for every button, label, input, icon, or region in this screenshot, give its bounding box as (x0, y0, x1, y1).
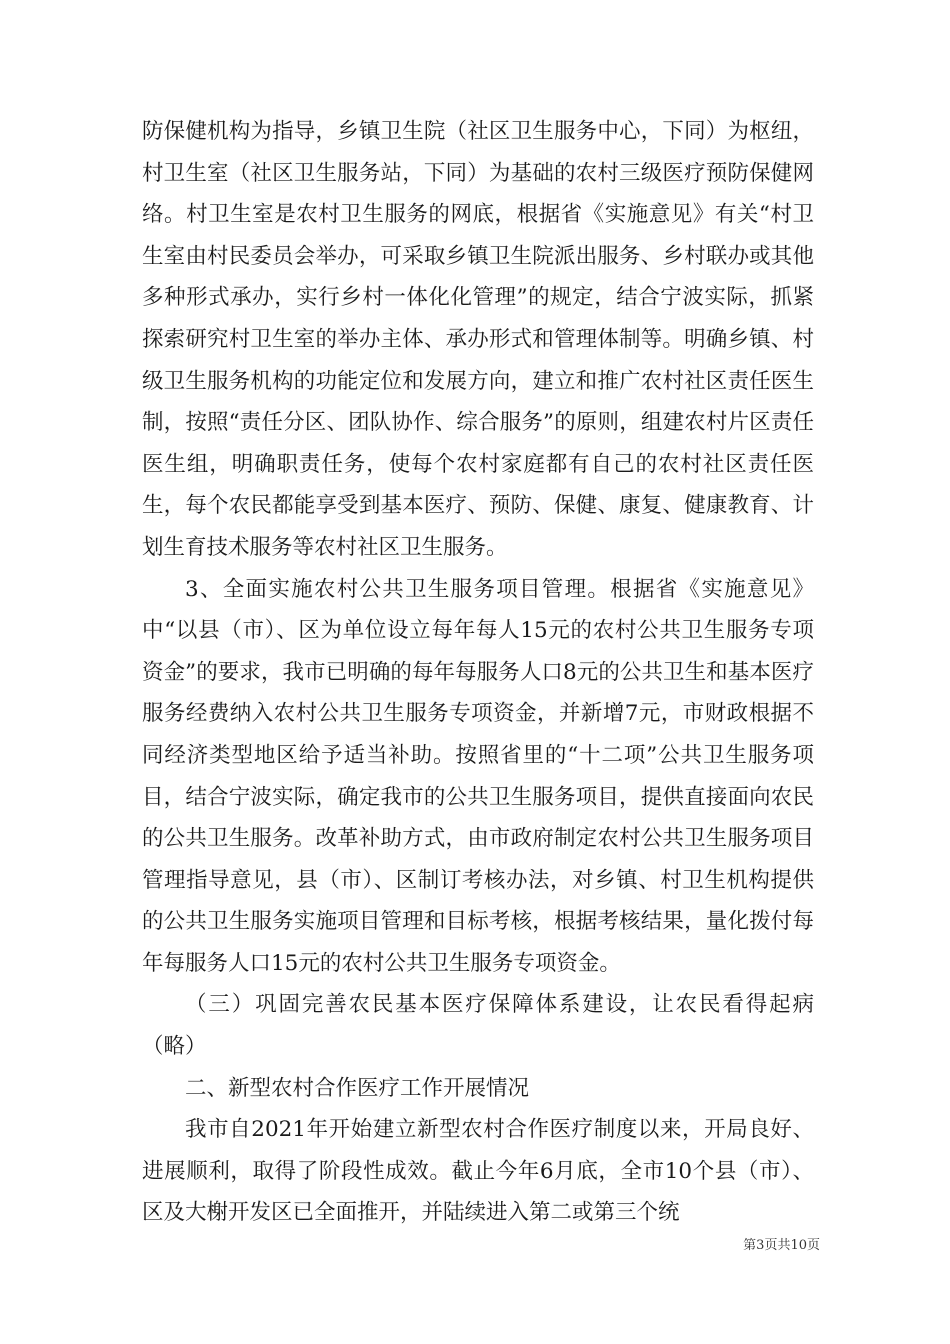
page-number-footer: 第3页共10页 (743, 1238, 820, 1253)
paragraph-continuation: 防保健机构为指导，乡镇卫生院（社区卫生服务中心，下同）为枢纽，村卫生室（社区卫生服务站，下同）为基础的农村三级医疗预防保健网络。村卫生室是农村卫生服务的网底，根据省《实施意见》有关“村卫生室由村民委员会举办，可采取乡镇卫生院派出服务、乡村联办或其他多种形式承办，实行乡村一体化化管理”的规定，结合宁波实际，抓紧探索研究村卫生室的举办主体、承办形式和管理体制等。明确乡镇、村级卫生服务机构的功能定位和发展方向，建立和推广农村社区责任医生制，按照“责任分区、团队协作、综合服务”的原则，组建农村片区责任医生组，明确职责任务，使每个农村家庭都有自己的农村社区责任医生，每个农民都能享受到基本医疗、预防、保健、康复、健康教育、计划生育技术服务等农村社区卫生服务。 (142, 119, 814, 560)
section-heading-two: 二、新型农村合作医疗工作开展情况 (185, 1075, 530, 1101)
paragraph-public-health-items: 3、全面实施农村公共卫生服务项目管理。根据省《实施意见》中“以县（市）、区为单位设立每年每人15元的农村公共卫生服务专项资金”的要求，我市已明确的每年每服务人口8元的公共卫生和基本医疗服务经费纳入农村公共卫生服务专项资金，并新增7元，市财政根据不同经济类型地区给予适当补助。按照省里的“十二项”公共卫生服务项目，结合宁波实际，确定我市的公共卫生服务项目，提供直接面向农民的公共卫生服务。改革补助方式，由市政府制定农村公共卫生服务项目管理指导意见，县（市）、区制订考核办法，对乡镇、村卫生机构提供的公共卫生服务实施项目管理和目标考核，根据考核结果，量化拨付每年每服务人口15元的农村公共卫生服务专项资金。 (142, 576, 814, 976)
paragraph-cooperative-medical: 我市自2021年开始建立新型农村合作医疗制度以来，开局良好、进展顺利，取得了阶段性成效。截止今年6月底，全市10个县（市）、区及大榭开发区已全面推开，并陆续进入第二或第三个统 (142, 1117, 814, 1226)
document-body (142, 111, 814, 1234)
section-heading-three: （三）巩固完善农民基本医疗保障体系建设，让农民看得起病（略） (142, 992, 814, 1060)
